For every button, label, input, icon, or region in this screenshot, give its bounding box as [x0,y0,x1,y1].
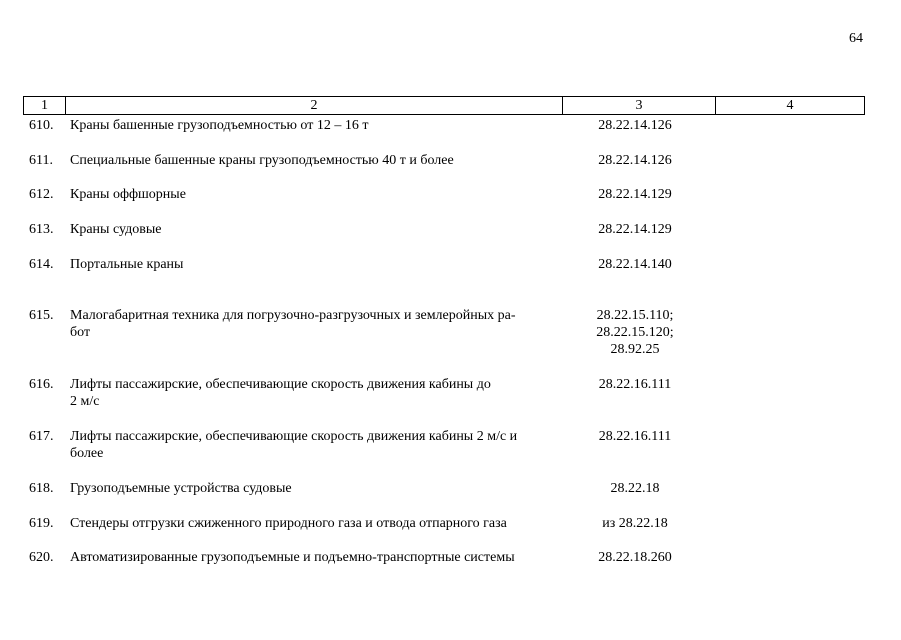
row-code-line: 28.22.14.126 [598,153,672,168]
row-number: 610. [29,118,54,133]
row-code-line: 28.22.14.140 [598,257,672,272]
row-name [70,376,557,410]
row-code [562,221,708,238]
row-number: 614. [29,257,54,272]
row-code [562,152,708,169]
row-code-line: 28.22.15.120; [596,325,674,340]
row-name [70,256,557,273]
row-number: 616. [29,377,54,392]
row-name-line: Краны судовые [70,222,162,237]
row-name-line: более [70,446,104,461]
row-name [70,428,557,462]
row-code [562,549,708,566]
row-name [70,186,557,203]
row-name-line: бот [70,325,91,340]
row-name [70,117,557,134]
row-number: 612. [29,187,54,202]
row-code-line: 28.22.14.126 [598,118,672,133]
header-col-3: 3 [562,97,715,114]
row-name [70,307,557,341]
row-code-line: 28.22.18.260 [598,550,672,565]
row-code [562,480,708,497]
row-number: 615. [29,308,54,323]
row-name-line: Специальные башенные краны грузоподъемностью 40 т и более [70,153,454,168]
row-number: 620. [29,550,54,565]
row-code [562,117,708,134]
header-col-2: 2 [65,97,562,114]
table-header [23,96,865,115]
row-name-line: 2 м/с [70,394,100,409]
row-code-line: из 28.22.18 [602,516,668,531]
header-col-4: 4 [715,97,864,114]
row-number: 613. [29,222,54,237]
row-code [562,186,708,203]
row-code-line: 28.92.25 [610,342,660,357]
row-number: 611. [29,153,53,168]
row-number: 617. [29,429,54,444]
row-code [562,307,708,358]
row-number: 618. [29,481,54,496]
row-name-line: Стендеры отгрузки сжиженного природного газа и отвода отпарного газа [70,516,507,531]
row-code [562,376,708,393]
row-name [70,152,557,169]
row-name-line: Лифты пассажирские, обеспечивающие скорость движения кабины до [70,377,491,392]
row-name-line: Краны башенные грузоподъемностью от 12 – 16 т [70,118,369,133]
row-code [562,428,708,445]
page-number: 64 [849,31,863,46]
row-code-line: 28.22.16.111 [598,429,672,444]
row-code-line: 28.22.14.129 [598,187,672,202]
row-code-line: 28.22.18 [610,481,660,496]
row-name [70,549,557,566]
row-code-line: 28.22.16.111 [598,377,672,392]
row-number: 619. [29,516,54,531]
row-name [70,515,557,532]
row-name-line: Портальные краны [70,257,184,272]
row-name [70,221,557,238]
row-name-line: Грузоподъемные устройства судовые [70,481,292,496]
row-name [70,480,557,497]
row-name-line: Автоматизированные грузоподъемные и подъемно-транспортные системы [70,550,515,565]
row-code [562,515,708,532]
row-code-line: 28.22.15.110; [596,308,674,323]
row-name-line: Краны оффшорные [70,187,186,202]
row-code-line: 28.22.14.129 [598,222,672,237]
header-col-1: 1 [41,98,48,113]
row-code [562,256,708,273]
row-name-line: Малогабаритная техника для погрузочно-разгрузочных и землеройных ра- [70,308,516,323]
row-name-line: Лифты пассажирские, обеспечивающие скорость движения кабины 2 м/с и [70,429,518,444]
